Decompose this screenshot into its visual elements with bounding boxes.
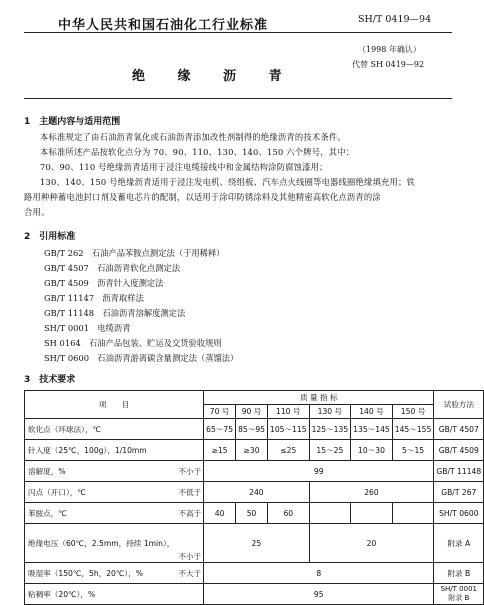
value-cell: 125～135 (309, 419, 351, 440)
row-item: 闪点（开口），℃ (25, 482, 177, 503)
value-cell: 65～75 (204, 419, 236, 440)
section1-line: 本标准所述产品按软化点分为 70、90、110、130、140、150 六个牌号，其中： (40, 147, 355, 157)
table-row (25, 584, 484, 605)
reference-item: GB/T 11148 石油沥青溶解度测定法 (44, 308, 186, 318)
row-item: 绝缘电压（60℃，2.5mm，持续 1min）， (25, 524, 177, 563)
value-cell: 260 (309, 482, 434, 503)
method-cell: GB/T 267 (434, 482, 484, 503)
row-item: 粘稠率（20℃），% (25, 584, 177, 605)
table-row (25, 482, 484, 503)
value-cell: 85～95 (236, 419, 268, 440)
method-cell: GB/T 4507 (434, 419, 484, 440)
value-cell: ≤25 (267, 440, 309, 461)
grade-cell: 130 号 (309, 405, 351, 419)
row-item: 软化点（环球法），℃ (25, 419, 204, 440)
reference-item: SH/T 0001 电缆沥青 (44, 323, 131, 333)
method-cell: 附录 B (434, 563, 484, 584)
method-cell: SH/T 0600 (434, 503, 484, 524)
value-cell (309, 503, 351, 524)
table-header-row (25, 391, 484, 405)
value-cell: ≥30 (236, 440, 268, 461)
value-cell: 8 (204, 563, 434, 584)
grade-cell: 70 号 (204, 405, 236, 419)
section2-heading: 2 引用标准 (24, 232, 76, 242)
grade-cell: 150 号 (392, 405, 434, 419)
row-item: 苯胺点，℃ (25, 503, 177, 524)
value-cell: 50 (236, 503, 268, 524)
row-unit: 不低于 (176, 482, 203, 503)
grade-cell: 140 号 (351, 405, 393, 419)
reference-item: SH 0164 石油产品包装、贮运及交货验收规则 (44, 338, 222, 348)
reference-item: GB/T 4507 石油沥青软化点测定法 (44, 263, 181, 273)
section1-line: 本标准规定了由石油沥青氧化或石油沥青添加改性剂制得的绝缘沥青的技术条件。 (40, 132, 346, 142)
grade-cell: 90 号 (236, 405, 268, 419)
table-row (25, 524, 484, 563)
section1-heading: 1 主题内容与适用范围 (24, 117, 121, 127)
standard-code: SH/T 0419—94 (358, 14, 432, 25)
section1-line: 路用种种蓄电池封口剂及蓄电芯片的配制，以适用于涂印防锈涂料及其他精密高软化点沥青的涂 (24, 192, 381, 202)
value-cell (392, 503, 434, 524)
value-cell: 20 (309, 524, 434, 563)
value-cell: ≥15 (204, 440, 236, 461)
value-cell: 135～145 (351, 419, 393, 440)
section1-line: 70、90、110 号绝缘沥青适用于浸注电缆接线中和金属结构涂防腐蚀漆用； (40, 162, 328, 172)
reference-item: GB/T 262 石油产品苯胺点测定法（于用稀释） (44, 248, 225, 258)
table-row (25, 503, 484, 524)
method-cell: GB/T 11148 (434, 461, 484, 482)
replacement-note: 代替 SH 0419—92 (352, 60, 425, 69)
table-row (25, 440, 484, 461)
table-row (25, 563, 484, 584)
method-cell: SH/T 0001 附录 B (434, 584, 484, 605)
document-title: 绝 缘 沥 青 (132, 69, 296, 84)
value-cell: 145～155 (392, 419, 434, 440)
grade-cell: 110 号 (267, 405, 309, 419)
section1-line: 130、140、150 号绝缘沥青适用于浸注发电机、绕组板、汽车点火线圈等电器线圈绝缘填充用；铁 (40, 177, 416, 187)
header-quality: 质 量 指 标 (204, 391, 434, 405)
row-unit: 不大于 (176, 563, 203, 584)
row-unit: 不高于 (176, 503, 203, 524)
section3-heading: 3 技术要求 (24, 375, 76, 385)
table-row (25, 461, 484, 482)
table-row (25, 419, 484, 440)
method-cell: 附录 A (434, 524, 484, 563)
technical-requirements-table (24, 390, 484, 605)
value-cell: 5～15 (392, 440, 434, 461)
value-cell: 25 (204, 524, 309, 563)
section1-line: 合用。 (24, 207, 50, 217)
row-item: 针入度（25℃，100g），1/10mm (25, 440, 204, 461)
value-cell: 99 (204, 461, 434, 482)
reference-item: SH/T 0600 石油沥青游离碳含量测定法（蒸馏法） (44, 353, 239, 363)
value-cell: 240 (204, 482, 309, 503)
value-cell: 10～30 (351, 440, 393, 461)
method-cell: GB/T 4509 (434, 440, 484, 461)
header-item: 项 目 (25, 391, 204, 419)
value-cell (351, 503, 393, 524)
header-method: 试验方法 (434, 391, 484, 419)
reference-item: GB/T 4509 沥青针入度测定法 (44, 278, 164, 288)
row-unit: 不小于 (176, 524, 203, 563)
reference-item: GB/T 11147 沥青取样法 (44, 293, 144, 303)
row-unit: 不小于 (176, 461, 203, 482)
row-item: 吸湿率（150℃，5h，20℃），% (25, 563, 177, 584)
value-cell: 60 (267, 503, 309, 524)
title-divider (24, 98, 452, 99)
value-cell: 15～25 (309, 440, 351, 461)
row-unit (176, 584, 203, 605)
confirmation-note: （1998 年确认） (358, 45, 421, 54)
value-cell: 40 (204, 503, 236, 524)
value-cell: 105～115 (267, 419, 309, 440)
value-cell: 95 (204, 584, 434, 605)
row-item: 溶解度，% (25, 461, 177, 482)
header-divider (24, 32, 452, 33)
standard-category-title: 中华人民共和国石油化工行业标准 (58, 18, 269, 33)
